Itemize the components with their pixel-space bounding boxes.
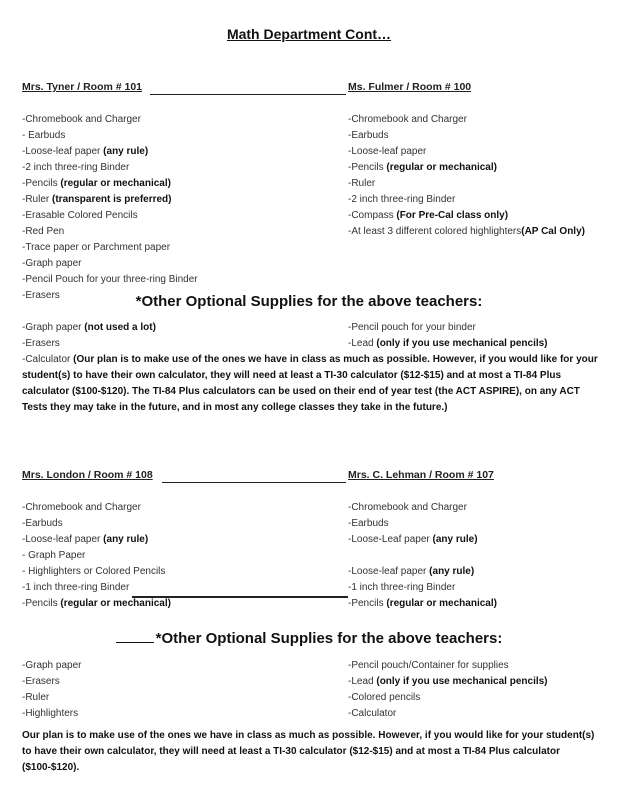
- supply-list-tyner: [22, 112, 198, 304]
- optional-list-right-2: [348, 658, 548, 722]
- heading-text: *Other Optional Supplies for the above teachers:: [155, 630, 503, 647]
- item-note: (not used a lot): [84, 322, 156, 333]
- item-text: -Pencil Pouch for your three-ring Binder: [22, 274, 198, 285]
- item-note: (For Pre-Cal class only): [396, 210, 509, 221]
- list-item: [22, 224, 198, 240]
- item-text: -Chromebook and Charger: [348, 114, 467, 125]
- item-text: - Highlighters or Colored Pencils: [22, 566, 166, 577]
- list-item: [348, 532, 497, 548]
- item-text: -Loose-leaf paper: [22, 534, 104, 545]
- list-item: [22, 208, 198, 224]
- divider-line: [132, 596, 348, 598]
- item-text: -1 inch three-ring Binder: [22, 582, 130, 593]
- item-note: (any rule): [103, 534, 149, 545]
- supply-list-lehman: [348, 500, 497, 612]
- list-item: [22, 128, 198, 144]
- list-item: [22, 272, 198, 288]
- item-text: -Pencils: [22, 178, 61, 189]
- list-item: [22, 144, 198, 160]
- item-text: -Earbuds: [348, 518, 389, 529]
- item-text: -Graph paper: [22, 660, 82, 671]
- item-text: -Erasable Colored Pencils: [22, 210, 138, 221]
- item-note: (regular or mechanical): [60, 598, 171, 609]
- item-note: (regular or mechanical): [60, 178, 171, 189]
- item-text: -Lead: [348, 676, 377, 687]
- item-text: -Compass: [348, 210, 397, 221]
- item-text: -Pencil pouch/Container for supplies: [348, 660, 509, 671]
- item-text: -Loose-leaf paper: [22, 146, 104, 157]
- item-text: -Loose-Leaf paper: [348, 534, 433, 545]
- calculator-note: [22, 352, 602, 416]
- list-item: [348, 516, 497, 532]
- calculator-details: (Our plan is to make use of the ones we have in class as much as possible. However, if you would like for your student(s) to have their own calculator, they will need at least a TI-30 calculator ($12-$15) and at most a TI-84 Plus calculator ($100-$120). The TI-84 Plus calculators can be used on their end of year test (the ACT ASPIRE), on any ACT Tests they may take in the future, and in most any college classes they take in the future.): [22, 354, 598, 413]
- list-item: [22, 516, 171, 532]
- list-item: [348, 160, 585, 176]
- item-text: -Pencils: [22, 598, 61, 609]
- list-item: [22, 548, 171, 564]
- item-text: -2 inch three-ring Binder: [348, 194, 456, 205]
- divider-line: [162, 482, 346, 483]
- supply-list-fulmer: [348, 112, 585, 240]
- item-text: -Erasers: [22, 676, 60, 687]
- list-item: [348, 690, 548, 706]
- list-item: [348, 658, 548, 674]
- item-note: (transparent is preferred): [52, 194, 172, 205]
- calculator-label: -Calculator: [22, 354, 74, 365]
- list-item: [22, 192, 198, 208]
- list-item: [22, 240, 198, 256]
- item-note: (AP Cal Only): [521, 226, 585, 237]
- item-text: -Erasers: [22, 338, 60, 349]
- item-text: - Graph Paper: [22, 550, 86, 561]
- list-item: [22, 500, 171, 516]
- list-item: [22, 256, 198, 272]
- list-item: [348, 112, 585, 128]
- item-note: (only if you use mechanical pencils): [376, 338, 548, 349]
- list-item: [348, 706, 548, 722]
- list-item: [348, 674, 548, 690]
- item-text: -Chromebook and Charger: [348, 502, 467, 513]
- list-item: [22, 564, 171, 580]
- calculator-note-2: Our plan is to make use of the ones we have in class as much as possible. However, if you would like for your student(s) to have their own calculator, they will need at least a TI-30 calculator ($12-$15) and at most a TI-84 Plus calculator ($100-$120).: [22, 730, 595, 773]
- item-text: -Red Pen: [22, 226, 65, 237]
- item-note: (any rule): [432, 534, 478, 545]
- optional-supplies-heading-2: [0, 630, 618, 647]
- item-text: -Trace paper or Parchment paper: [22, 242, 171, 253]
- item-note: (only if you use mechanical pencils): [376, 676, 548, 687]
- list-item: [22, 320, 156, 336]
- item-text: -1 inch three-ring Binder: [348, 582, 456, 593]
- list-item: [348, 564, 497, 580]
- blank-line: [116, 642, 154, 643]
- item-note: (any rule): [103, 146, 149, 157]
- list-item: [22, 112, 198, 128]
- teacher-header-fulmer: Ms. Fulmer / Room # 100: [348, 81, 472, 93]
- item-text: -Ruler: [22, 692, 50, 703]
- list-item: [22, 160, 198, 176]
- list-item: [348, 580, 497, 596]
- list-item: [22, 532, 171, 548]
- list-item: [22, 596, 171, 612]
- item-text: -Ruler: [348, 178, 376, 189]
- item-text: -Pencil pouch for your binder: [348, 322, 476, 333]
- list-item: [348, 336, 548, 352]
- item-text: -Highlighters: [22, 708, 79, 719]
- optional-list-left-2: [22, 658, 81, 722]
- list-item: [22, 706, 81, 722]
- item-text: -Pencils: [348, 598, 387, 609]
- list-item: [348, 548, 497, 564]
- item-text: -Loose-leaf paper: [348, 146, 427, 157]
- list-item: [348, 500, 497, 516]
- item-text: -Chromebook and Charger: [22, 502, 141, 513]
- list-item: [348, 596, 497, 612]
- list-item: [22, 176, 198, 192]
- list-item: [348, 208, 585, 224]
- optional-supplies-heading: *Other Optional Supplies for the above teachers:: [135, 293, 483, 310]
- item-text: -Graph paper: [22, 322, 85, 333]
- teacher-header-lehman: Mrs. C. Lehman / Room # 107: [348, 469, 494, 481]
- item-text: -Ruler: [22, 194, 53, 205]
- item-note: (regular or mechanical): [386, 162, 497, 173]
- list-item: [22, 658, 81, 674]
- list-item: [348, 192, 585, 208]
- list-item: [348, 128, 585, 144]
- list-item: [348, 176, 585, 192]
- optional-list-left: [22, 320, 156, 352]
- page-title: Math Department Cont…: [226, 26, 392, 42]
- item-text: - Earbuds: [22, 130, 66, 141]
- item-text: -Pencils: [348, 162, 387, 173]
- item-text: -Erasers: [22, 290, 60, 301]
- item-text: -Loose-leaf paper: [348, 566, 430, 577]
- item-text: -2 inch three-ring Binder: [22, 162, 130, 173]
- item-text: -Calculator: [348, 708, 397, 719]
- item-text: -Colored pencils: [348, 692, 421, 703]
- item-text: -Earbuds: [22, 518, 63, 529]
- item-note: (any rule): [429, 566, 475, 577]
- list-item: [22, 580, 171, 596]
- list-item: [348, 320, 548, 336]
- item-text: -Lead: [348, 338, 377, 349]
- divider-line: [150, 94, 346, 95]
- item-text: -Earbuds: [348, 130, 389, 141]
- item-text: -Graph paper: [22, 258, 82, 269]
- list-item: [348, 144, 585, 160]
- optional-list-right: [348, 320, 548, 352]
- item-note: (regular or mechanical): [386, 598, 497, 609]
- list-item: [22, 674, 81, 690]
- teacher-header-tyner: Mrs. Tyner / Room # 101: [22, 81, 143, 93]
- item-text: -At least 3 different colored highlighters: [348, 226, 522, 237]
- list-item: [22, 690, 81, 706]
- teacher-header-london: Mrs. London / Room # 108: [22, 469, 153, 481]
- list-item: [348, 224, 585, 240]
- list-item: [22, 336, 156, 352]
- item-text: -Chromebook and Charger: [22, 114, 141, 125]
